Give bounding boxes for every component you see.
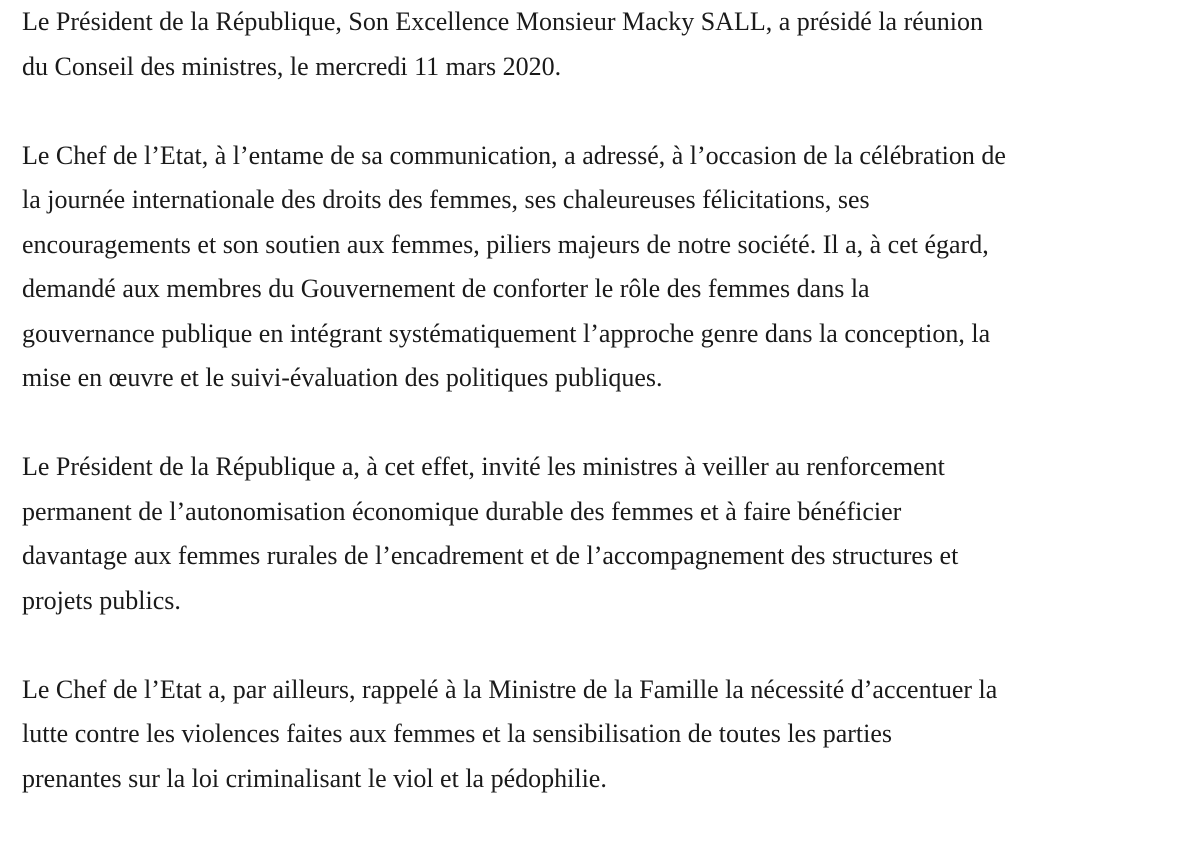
paragraph-line: Le Président de la République a, à cet effet, invité les ministres à veiller au renforcement [22,452,945,481]
paragraph-4 [22,668,1182,802]
paragraph-line: projets publics. [22,585,181,615]
paragraph-line: Le Chef de l’Etat, à l’entame de sa communication, a adressé, à l’occasion de la célébration de [22,140,1006,170]
paragraph-1 [22,0,1182,89]
paragraph-2 [22,134,1182,401]
paragraph-line: encouragements et son soutien aux femmes, piliers majeurs de notre société. Il a, à cet égard, [22,229,989,259]
paragraph-line: permanent de l’autonomisation économique durable des femmes et à faire bénéficier [22,496,902,526]
article-body [22,0,1182,846]
paragraph-line: prenantes sur la loi criminalisant le viol et la pédophilie. [22,763,607,793]
paragraph-line: la journée internationale des droits des femmes, ses chaleureuses félicitations, ses [22,185,870,214]
paragraph-line: demandé aux membres du Gouvernement de conforter le rôle des femmes dans la [22,274,870,303]
paragraph-line: lutte contre les violences faites aux femmes et la sensibilisation de toutes les parties [22,719,893,748]
paragraph-line: du Conseil des ministres, le mercredi 11 mars 2020. [22,51,562,81]
paragraph-line: davantage aux femmes rurales de l’encadrement et de l’accompagnement des structures et [22,541,959,570]
paragraph-line: mise en œuvre et le suivi-évaluation des politiques publiques. [22,363,663,392]
paragraph-line: gouvernance publique en intégrant systématiquement l’approche genre dans la conception, la [22,318,991,348]
paragraph-line: Le Chef de l’Etat a, par ailleurs, rappelé à la Ministre de la Famille la nécessité d’accentuer la [22,674,998,704]
paragraph-line: Le Président de la République, Son Excellence Monsieur Macky SALL, a présidé la réunion [22,7,984,36]
paragraph-3 [22,445,1182,623]
